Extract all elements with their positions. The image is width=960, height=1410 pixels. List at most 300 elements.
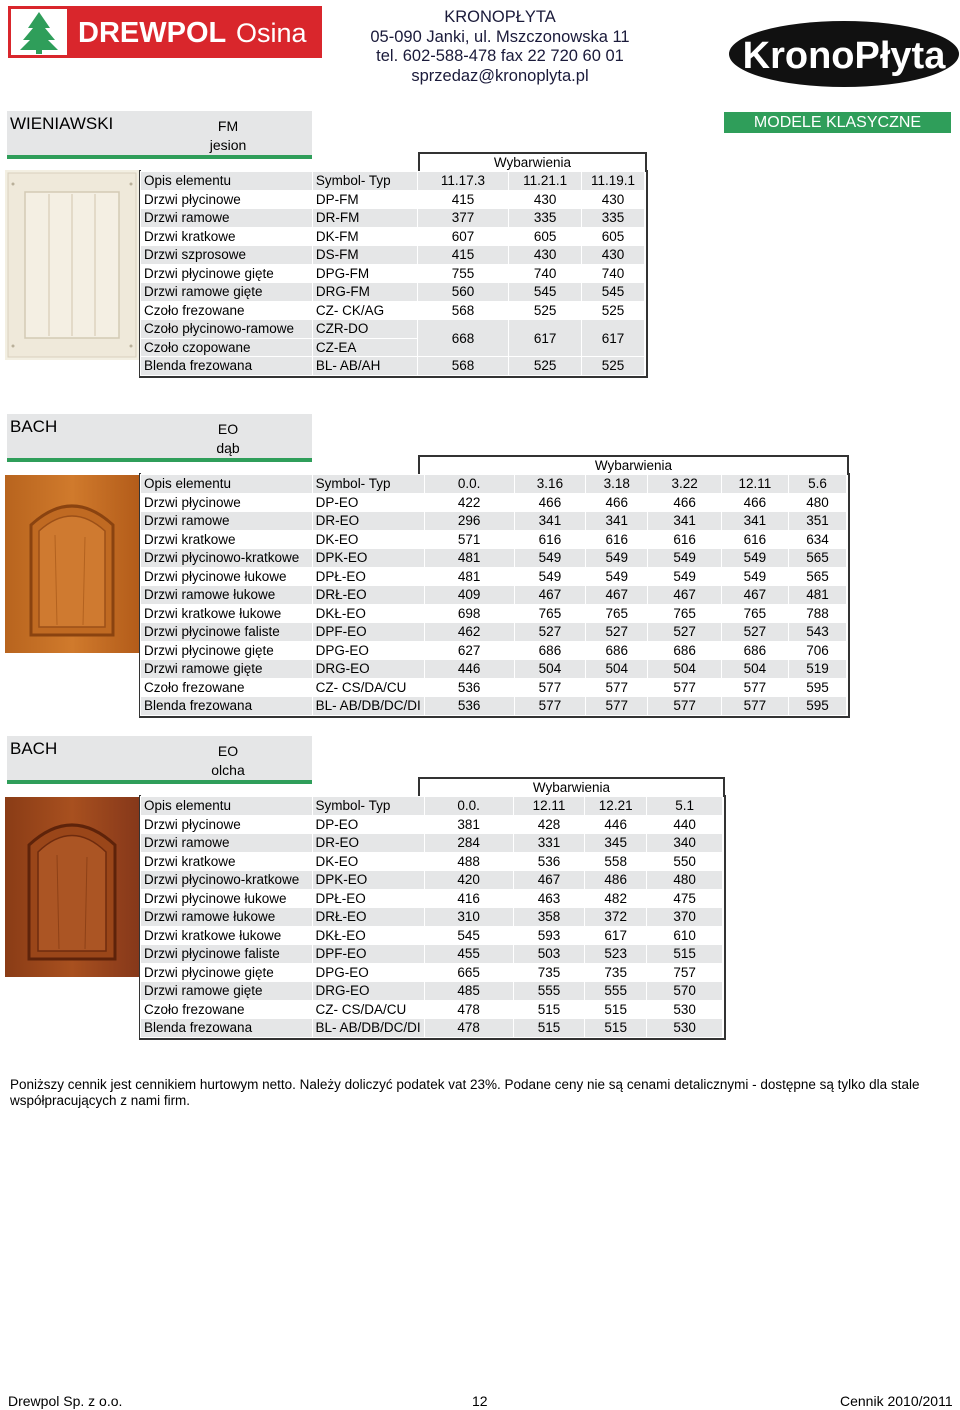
price-cell: 485 xyxy=(424,982,513,1001)
price-cell: 480 xyxy=(788,493,846,512)
price-cell: 504 xyxy=(586,660,648,679)
price-cell: 549 xyxy=(648,549,722,568)
price-cell: 446 xyxy=(585,815,647,834)
price-cell: 565 xyxy=(788,567,846,586)
price-cell: 698 xyxy=(424,604,514,623)
price-cell: 3.22 xyxy=(648,475,722,494)
table-row xyxy=(141,283,645,302)
door-image-oak xyxy=(5,475,139,656)
price-cell: 331 xyxy=(513,834,584,853)
table-row xyxy=(141,604,847,623)
table-row xyxy=(141,357,645,376)
price-cell: 577 xyxy=(586,697,648,716)
element-description: Blenda frezowana xyxy=(141,1019,313,1038)
company-street: 05-090 Janki, ul. Mszczonowska 11 xyxy=(370,27,630,46)
price-cell: 565 xyxy=(788,549,846,568)
element-symbol: DRG-EO xyxy=(312,660,424,679)
svg-text:DREWPOL: DREWPOL xyxy=(78,17,227,49)
price-cell: 341 xyxy=(586,512,648,531)
door-image-alder xyxy=(5,797,139,980)
element-description: Drzwi kratkowe xyxy=(141,530,313,549)
price-cell: 571 xyxy=(424,530,514,549)
company-email: sprzedaz@kronoplyta.pl xyxy=(411,66,589,85)
price-cell: 595 xyxy=(788,678,846,697)
price-cell: 466 xyxy=(648,493,722,512)
section-underline xyxy=(7,780,312,784)
element-description: Drzwi płycinowo-kratkowe xyxy=(141,871,313,890)
table-row xyxy=(141,815,723,834)
model-code xyxy=(207,420,249,458)
price-cell: 3.18 xyxy=(586,475,648,494)
element-description: Drzwi kratkowe xyxy=(141,852,313,871)
element-symbol: DKŁ-EO xyxy=(312,604,424,623)
price-table-bach-olcha xyxy=(140,796,723,1038)
price-cell: 12.21 xyxy=(585,797,647,816)
price-cell: 765 xyxy=(721,604,788,623)
price-note: Poniższy cennik jest cennikiem hurtowym netto. Należy doliczyć podatek vat 23%. Podane ceny nie są cenami detalicznymi - dostępne są tylko dla stale współpracujących z nami firm. xyxy=(10,1077,920,1108)
price-cell: 577 xyxy=(648,697,722,716)
price-cell: 296 xyxy=(424,512,514,531)
price-cell: 345 xyxy=(585,834,647,853)
table-row xyxy=(141,264,645,283)
table-row xyxy=(141,982,723,1001)
price-cell: 735 xyxy=(513,963,584,982)
element-description: Drzwi płycinowe xyxy=(141,190,313,209)
element-description: Blenda frezowana xyxy=(141,697,313,716)
price-cell: 455 xyxy=(424,945,513,964)
element-description: Drzwi płycinowe faliste xyxy=(141,623,313,642)
price-cell: 370 xyxy=(647,908,723,927)
svg-text:Osina: Osina xyxy=(236,18,307,48)
price-cell: 616 xyxy=(721,530,788,549)
door-image-ash xyxy=(5,170,139,363)
price-cell: 568 xyxy=(417,357,509,376)
price-cell: 515 xyxy=(513,1000,584,1019)
model-code xyxy=(207,742,249,780)
price-cell: 11.21.1 xyxy=(509,172,582,191)
price-cell: 549 xyxy=(721,567,788,586)
price-cell: 519 xyxy=(788,660,846,679)
price-cell: 446 xyxy=(424,660,514,679)
price-cell: 525 xyxy=(582,301,645,320)
element-description: Drzwi płycinowe łukowe xyxy=(141,889,313,908)
price-cell: 475 xyxy=(647,889,723,908)
element-description: Czoło płycinowo-ramowe xyxy=(141,320,313,339)
wybarwienia-header: Wybarwienia xyxy=(418,455,849,475)
price-cell: 765 xyxy=(514,604,586,623)
price-cell: 735 xyxy=(585,963,647,982)
price-cell: 482 xyxy=(585,889,647,908)
element-description: Drzwi ramowe xyxy=(141,209,313,228)
element-description: Czoło czopowane xyxy=(141,338,313,357)
price-cell: 536 xyxy=(424,678,514,697)
model-name: BACH xyxy=(10,417,58,436)
price-cell: 430 xyxy=(582,190,645,209)
price-cell: 527 xyxy=(586,623,648,642)
element-description: Drzwi płycinowe gięte xyxy=(141,641,313,660)
element-symbol: DPK-EO xyxy=(312,549,424,568)
price-cell: 341 xyxy=(648,512,722,531)
price-cell: 340 xyxy=(647,834,723,853)
table-row xyxy=(141,623,847,642)
price-cell: 740 xyxy=(509,264,582,283)
element-symbol: DP-EO xyxy=(312,493,424,512)
section-title-wieniawski xyxy=(7,111,312,155)
element-description: Drzwi płycinowo-kratkowe xyxy=(141,549,313,568)
price-cell: 558 xyxy=(585,852,647,871)
price-cell: 463 xyxy=(513,889,584,908)
price-cell: 560 xyxy=(417,283,509,302)
element-description: Drzwi ramowe gięte xyxy=(141,982,313,1001)
price-cell: 525 xyxy=(509,301,582,320)
price-cell: 549 xyxy=(586,549,648,568)
price-cell: 530 xyxy=(647,1000,723,1019)
element-symbol: DK-EO xyxy=(312,852,424,871)
company-name: KRONOPŁYTA xyxy=(444,8,556,26)
element-description: Opis elementu xyxy=(141,797,313,816)
table-row xyxy=(141,660,847,679)
element-description: Drzwi płycinowe xyxy=(141,493,313,512)
price-cell: 530 xyxy=(647,1019,723,1038)
element-symbol: DR-EO xyxy=(312,834,424,853)
price-cell: 607 xyxy=(417,227,509,246)
price-cell: 0.0. xyxy=(424,475,514,494)
section-title-bach-dab xyxy=(7,414,312,458)
page-number: 12 xyxy=(472,1393,488,1409)
company-phone: tel. 602-588-478 fax 22 720 60 01 xyxy=(376,47,624,65)
price-cell: 440 xyxy=(647,815,723,834)
price-cell: 372 xyxy=(585,908,647,927)
element-description: Drzwi płycinowe xyxy=(141,815,313,834)
price-cell: 430 xyxy=(582,246,645,265)
price-cell: 430 xyxy=(509,190,582,209)
price-cell: 549 xyxy=(514,567,586,586)
price-cell: 488 xyxy=(424,852,513,871)
price-cell: 5.1 xyxy=(647,797,723,816)
price-cell: 577 xyxy=(514,697,586,716)
price-cell: 341 xyxy=(514,512,586,531)
price-cell: 430 xyxy=(509,246,582,265)
table-row xyxy=(141,190,645,209)
element-symbol: DPF-EO xyxy=(312,623,424,642)
price-cell: 422 xyxy=(424,493,514,512)
price-cell: 515 xyxy=(513,1019,584,1038)
price-cell: 617 xyxy=(585,926,647,945)
element-symbol: DRG-EO xyxy=(312,982,424,1001)
table-row xyxy=(141,945,723,964)
element-description: Drzwi ramowe gięte xyxy=(141,660,313,679)
table-row xyxy=(141,493,847,512)
element-symbol: DPŁ-EO xyxy=(312,889,424,908)
price-cell: 12.11 xyxy=(513,797,584,816)
price-cell: 527 xyxy=(721,623,788,642)
price-cell: 593 xyxy=(513,926,584,945)
table-row xyxy=(141,209,645,228)
element-symbol: Symbol- Typ xyxy=(312,797,424,816)
price-cell: 545 xyxy=(582,283,645,302)
price-cell: 467 xyxy=(648,586,722,605)
element-symbol: DR-FM xyxy=(312,209,417,228)
price-cell: 310 xyxy=(424,908,513,927)
model-name: WIENIAWSKI xyxy=(10,114,114,133)
element-symbol: DS-FM xyxy=(312,246,417,265)
element-symbol: DKŁ-EO xyxy=(312,926,424,945)
price-cell: 12.11 xyxy=(721,475,788,494)
price-cell: 686 xyxy=(586,641,648,660)
price-cell: 416 xyxy=(424,889,513,908)
price-cell: 341 xyxy=(721,512,788,531)
wybarwienia-header: Wybarwienia xyxy=(418,777,725,797)
price-cell: 627 xyxy=(424,641,514,660)
wood-type: olcha xyxy=(211,762,245,778)
element-description: Drzwi płycinowe łukowe xyxy=(141,567,313,586)
model-name: BACH xyxy=(10,739,58,758)
price-cell: 358 xyxy=(513,908,584,927)
price-cell: 504 xyxy=(721,660,788,679)
price-cell: 549 xyxy=(514,549,586,568)
price-cell: 284 xyxy=(424,834,513,853)
price-cell: 577 xyxy=(648,678,722,697)
price-cell: 549 xyxy=(721,549,788,568)
price-cell: 686 xyxy=(514,641,586,660)
footer-company: Drewpol Sp. z o.o. xyxy=(8,1393,123,1409)
price-cell: 415 xyxy=(417,190,509,209)
price-cell: 550 xyxy=(647,852,723,871)
element-symbol: Symbol- Typ xyxy=(312,475,424,494)
table-row xyxy=(141,963,723,982)
price-cell: 577 xyxy=(721,697,788,716)
price-cell: 478 xyxy=(424,1019,513,1038)
price-cell: 616 xyxy=(586,530,648,549)
price-cell: 788 xyxy=(788,604,846,623)
element-symbol: DP-FM xyxy=(312,190,417,209)
element-symbol: DR-EO xyxy=(312,512,424,531)
price-cell: 555 xyxy=(513,982,584,1001)
price-cell: 0.0. xyxy=(424,797,513,816)
drewpol-logo xyxy=(8,6,322,58)
element-description: Drzwi płycinowe gięte xyxy=(141,264,313,283)
price-cell: 503 xyxy=(513,945,584,964)
element-description: Czoło frezowane xyxy=(141,1000,313,1019)
element-description: Drzwi kratkowe xyxy=(141,227,313,246)
price-cell: 467 xyxy=(586,586,648,605)
element-symbol: CZ- CS/DA/CU xyxy=(312,678,424,697)
element-description: Drzwi szprosowe xyxy=(141,246,313,265)
price-cell: 515 xyxy=(585,1000,647,1019)
section-underline xyxy=(7,155,312,159)
element-description: Drzwi kratkowe łukowe xyxy=(141,926,313,945)
price-cell: 467 xyxy=(721,586,788,605)
table-header-row xyxy=(141,172,645,191)
table-row xyxy=(141,871,723,890)
price-cell: 568 xyxy=(417,301,509,320)
price-cell: 335 xyxy=(582,209,645,228)
element-description: Blenda frezowana xyxy=(141,357,313,376)
table-row xyxy=(141,246,645,265)
price-cell: 610 xyxy=(647,926,723,945)
element-description: Drzwi kratkowe łukowe xyxy=(141,604,313,623)
price-cell: 409 xyxy=(424,586,514,605)
price-cell: 634 xyxy=(788,530,846,549)
table-row xyxy=(141,641,847,660)
table-row xyxy=(141,926,723,945)
element-description: Drzwi ramowe łukowe xyxy=(141,586,313,605)
section-title-bach-olcha xyxy=(7,736,312,780)
price-cell: 523 xyxy=(585,945,647,964)
price-cell: 467 xyxy=(514,586,586,605)
price-cell: 5.6 xyxy=(788,475,846,494)
price-cell: 545 xyxy=(509,283,582,302)
model-code xyxy=(207,117,249,155)
table-row xyxy=(141,512,847,531)
price-cell: 504 xyxy=(514,660,586,679)
element-description: Drzwi ramowe xyxy=(141,834,313,853)
element-symbol: DK-EO xyxy=(312,530,424,549)
price-cell: 686 xyxy=(648,641,722,660)
price-table-bach-dab xyxy=(140,474,847,716)
table-header-row xyxy=(141,475,847,494)
price-cell: 527 xyxy=(648,623,722,642)
element-symbol: DP-EO xyxy=(312,815,424,834)
table-row xyxy=(141,1000,723,1019)
element-symbol: DPG-EO xyxy=(312,641,424,660)
table-row xyxy=(141,834,723,853)
kronoplyta-logo xyxy=(728,20,960,88)
price-cell: 605 xyxy=(582,227,645,246)
element-description: Drzwi płycinowe gięte xyxy=(141,963,313,982)
modele-klasyczne-badge: MODELE KLASYCZNE xyxy=(724,112,951,133)
element-description: Drzwi ramowe łukowe xyxy=(141,908,313,927)
element-symbol: DRŁ-EO xyxy=(312,586,424,605)
table-row xyxy=(141,567,847,586)
element-description: Drzwi ramowe gięte xyxy=(141,283,313,302)
element-description: Opis elementu xyxy=(141,172,313,191)
price-cell: 381 xyxy=(424,815,513,834)
element-symbol: CZ-EA xyxy=(312,338,417,357)
element-symbol: DPŁ-EO xyxy=(312,567,424,586)
element-symbol: DK-FM xyxy=(312,227,417,246)
wybarwienia-header: Wybarwienia xyxy=(418,152,647,172)
price-cell: 3.16 xyxy=(514,475,586,494)
price-cell: 11.19.1 xyxy=(582,172,645,191)
price-cell: 616 xyxy=(514,530,586,549)
element-symbol: BL- AB/AH xyxy=(312,357,417,376)
table-row xyxy=(141,678,847,697)
price-cell: 466 xyxy=(721,493,788,512)
price-cell: 545 xyxy=(424,926,513,945)
price-cell: 466 xyxy=(514,493,586,512)
price-cell: 668 xyxy=(417,320,509,357)
price-cell: 755 xyxy=(417,264,509,283)
price-cell: 377 xyxy=(417,209,509,228)
price-cell: 555 xyxy=(585,982,647,1001)
element-symbol: DRŁ-EO xyxy=(312,908,424,927)
table-row xyxy=(141,549,847,568)
section-underline xyxy=(7,458,312,462)
price-cell: 706 xyxy=(788,641,846,660)
price-cell: 478 xyxy=(424,1000,513,1019)
element-symbol: DPF-EO xyxy=(312,945,424,964)
wood-type: dąb xyxy=(216,440,240,456)
table-row xyxy=(141,1019,723,1038)
element-symbol: DPG-EO xyxy=(312,963,424,982)
price-cell: 686 xyxy=(721,641,788,660)
element-description: Opis elementu xyxy=(141,475,313,494)
element-symbol: CZR-DO xyxy=(312,320,417,339)
finish-code: FM xyxy=(217,118,239,134)
price-cell: 757 xyxy=(647,963,723,982)
price-cell: 595 xyxy=(788,697,846,716)
price-cell: 428 xyxy=(513,815,584,834)
price-cell: 466 xyxy=(586,493,648,512)
price-cell: 351 xyxy=(788,512,846,531)
price-cell: 515 xyxy=(585,1019,647,1038)
element-description: Drzwi płycinowe faliste xyxy=(141,945,313,964)
price-cell: 665 xyxy=(424,963,513,982)
price-cell: 420 xyxy=(424,871,513,890)
price-cell: 549 xyxy=(586,567,648,586)
finish-code: EO xyxy=(217,743,239,759)
price-cell: 486 xyxy=(585,871,647,890)
price-cell: 536 xyxy=(424,697,514,716)
price-cell: 549 xyxy=(648,567,722,586)
price-cell: 481 xyxy=(788,586,846,605)
price-cell: 515 xyxy=(647,945,723,964)
price-cell: 765 xyxy=(586,604,648,623)
price-cell: 577 xyxy=(586,678,648,697)
table-row xyxy=(141,908,723,927)
element-description: Drzwi ramowe xyxy=(141,512,313,531)
element-symbol: CZ- CS/DA/CU xyxy=(312,1000,424,1019)
element-symbol: DPK-EO xyxy=(312,871,424,890)
price-cell: 525 xyxy=(582,357,645,376)
price-cell: 570 xyxy=(647,982,723,1001)
table-row xyxy=(141,889,723,908)
price-cell: 616 xyxy=(648,530,722,549)
table-row xyxy=(141,227,645,246)
element-symbol: DRG-FM xyxy=(312,283,417,302)
price-cell: 605 xyxy=(509,227,582,246)
table-header-row xyxy=(141,797,723,816)
price-cell: 740 xyxy=(582,264,645,283)
price-cell: 617 xyxy=(582,320,645,357)
price-cell: 617 xyxy=(509,320,582,357)
price-cell: 536 xyxy=(513,852,584,871)
svg-text:KronoPłyta: KronoPłyta xyxy=(742,35,946,77)
price-cell: 577 xyxy=(721,678,788,697)
price-cell: 415 xyxy=(417,246,509,265)
footer-catalog: Cennik 2010/2011 xyxy=(840,1393,953,1409)
company-address xyxy=(340,8,660,86)
price-cell: 481 xyxy=(424,567,514,586)
price-table-wieniawski xyxy=(140,171,645,376)
price-cell: 577 xyxy=(514,678,586,697)
table-row xyxy=(141,301,645,320)
table-row xyxy=(141,530,847,549)
element-description: Czoło frezowane xyxy=(141,678,313,697)
table-row xyxy=(141,586,847,605)
element-symbol: Symbol- Typ xyxy=(312,172,417,191)
price-cell: 765 xyxy=(648,604,722,623)
price-cell: 527 xyxy=(514,623,586,642)
element-symbol: DPG-FM xyxy=(312,264,417,283)
price-cell: 543 xyxy=(788,623,846,642)
table-row xyxy=(141,697,847,716)
table-row xyxy=(141,320,645,339)
price-cell: 480 xyxy=(647,871,723,890)
price-cell: 11.17.3 xyxy=(417,172,509,191)
element-symbol: BL- AB/DB/DC/DI xyxy=(312,1019,424,1038)
